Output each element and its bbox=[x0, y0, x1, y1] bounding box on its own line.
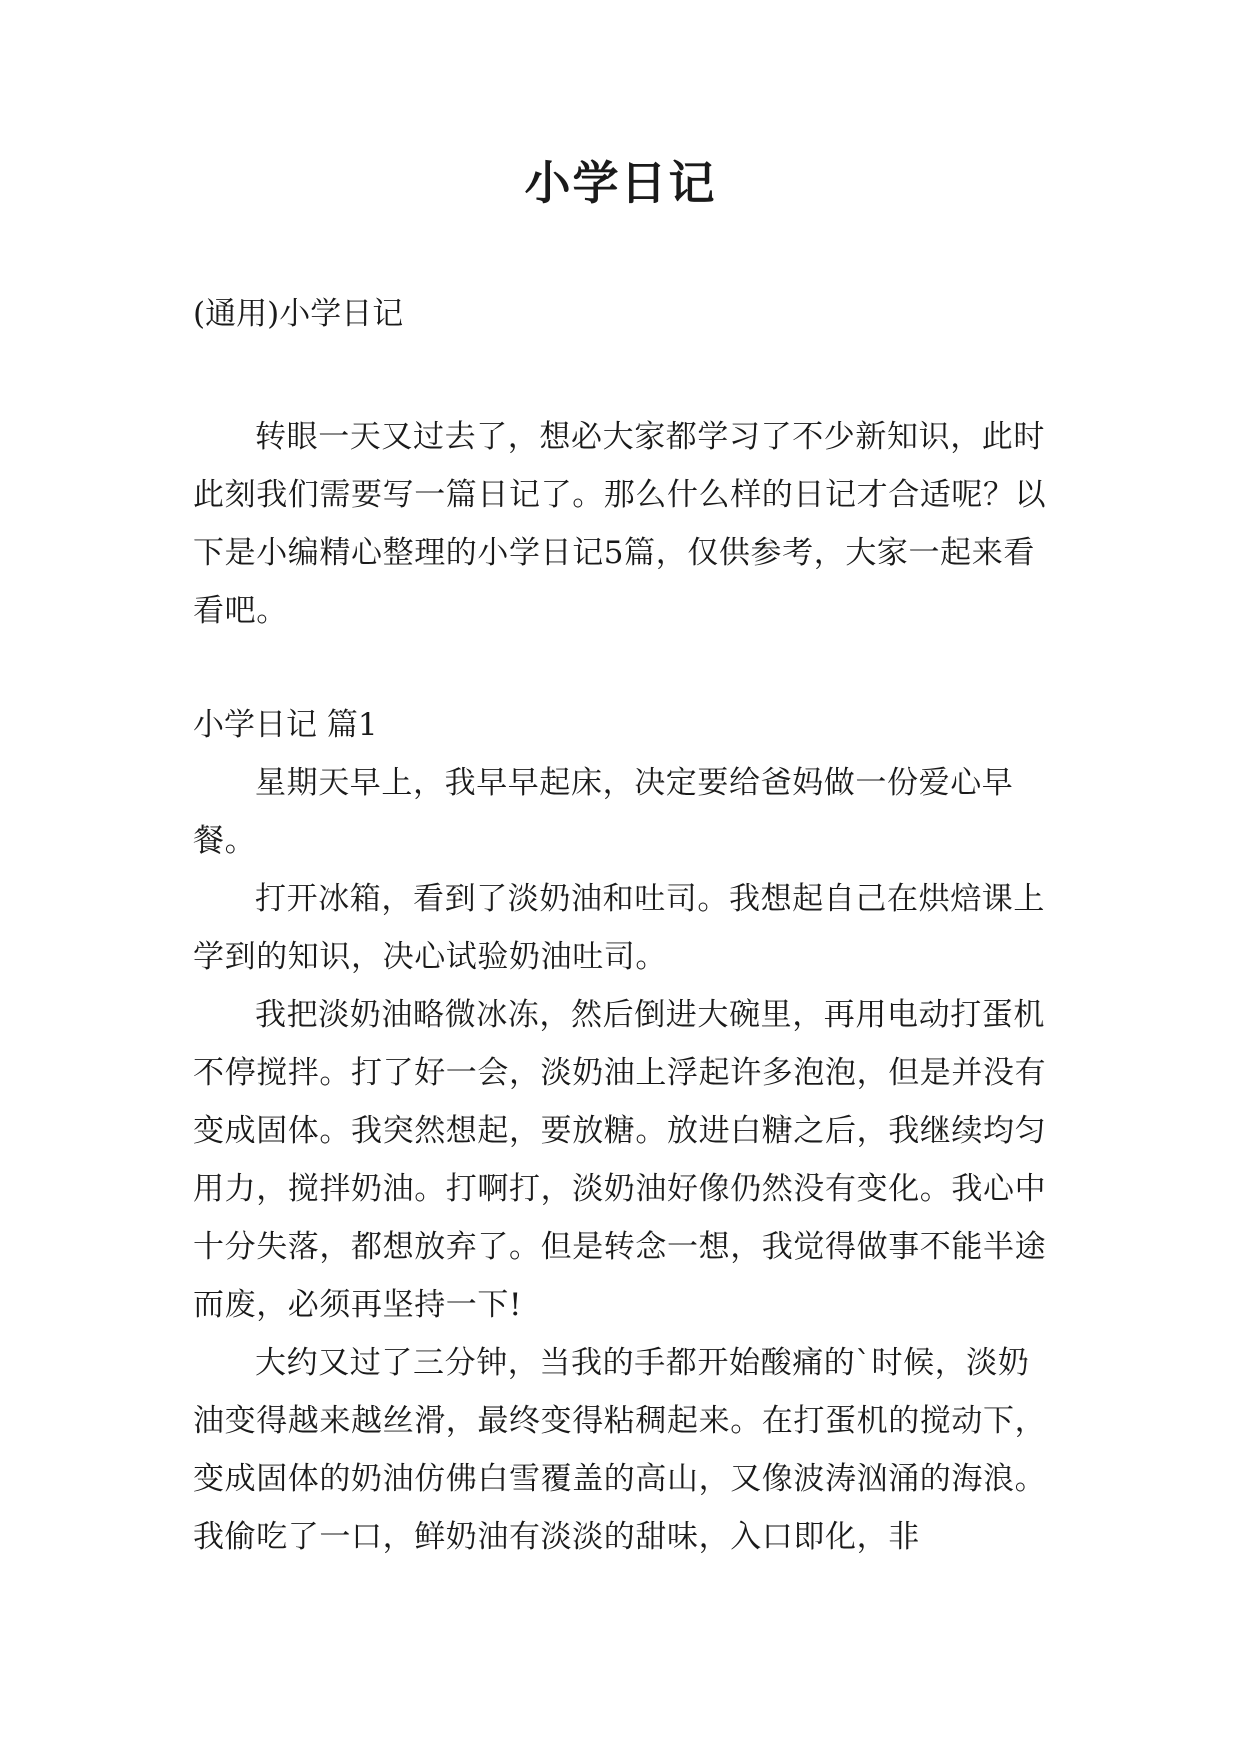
intro-paragraph: 转眼一天又过去了，想必大家都学习了不少新知识，此时此刻我们需要写一篇日记了。那么什么样的日记才合适呢？以下是小编精心整理的小学日记5篇，仅供参考，大家一起来看看吧。 bbox=[193, 419, 1047, 629]
document-subtitle: (通用)小学日记 bbox=[193, 296, 404, 332]
story-paragraph-2: 打开冰箱，看到了淡奶油和吐司。我想起自己在烘焙课上学到的知识，决心试验奶油吐司。 bbox=[193, 881, 1045, 975]
intro-block bbox=[193, 408, 1055, 640]
section-heading: 小学日记 篇1 bbox=[193, 707, 378, 743]
story-paragraph-1: 星期天早上，我早早起床，决定要给爸妈做一份爱心早餐。 bbox=[193, 765, 1014, 859]
story-paragraph-4: 大约又过了三分钟，当我的手都开始酸痛的`时候，淡奶油变得越来越丝滑，最终变得粘稠起来。在打蛋机的搅动下，变成固体的奶油仿佛白雪覆盖的高山，又像波涛汹涌的海浪。我偷吃了一口，鲜奶油有淡淡的甜味，入口即化，非 bbox=[193, 1345, 1047, 1555]
story-block bbox=[193, 754, 1055, 1566]
document-title: 小学日记 bbox=[524, 156, 717, 210]
story-paragraph-3: 我把淡奶油略微冰冻，然后倒进大碗里，再用电动打蛋机不停搅拌。打了好一会，淡奶油上浮起许多泡泡，但是并没有变成固体。我突然想起，要放糖。放进白糖之后，我继续均匀用力，搅拌奶油。打啊打，淡奶油好像仍然没有变化。我心中十分失落，都想放弃了。但是转念一想，我觉得做事不能半途而废，必须再坚持一下! bbox=[193, 997, 1047, 1323]
